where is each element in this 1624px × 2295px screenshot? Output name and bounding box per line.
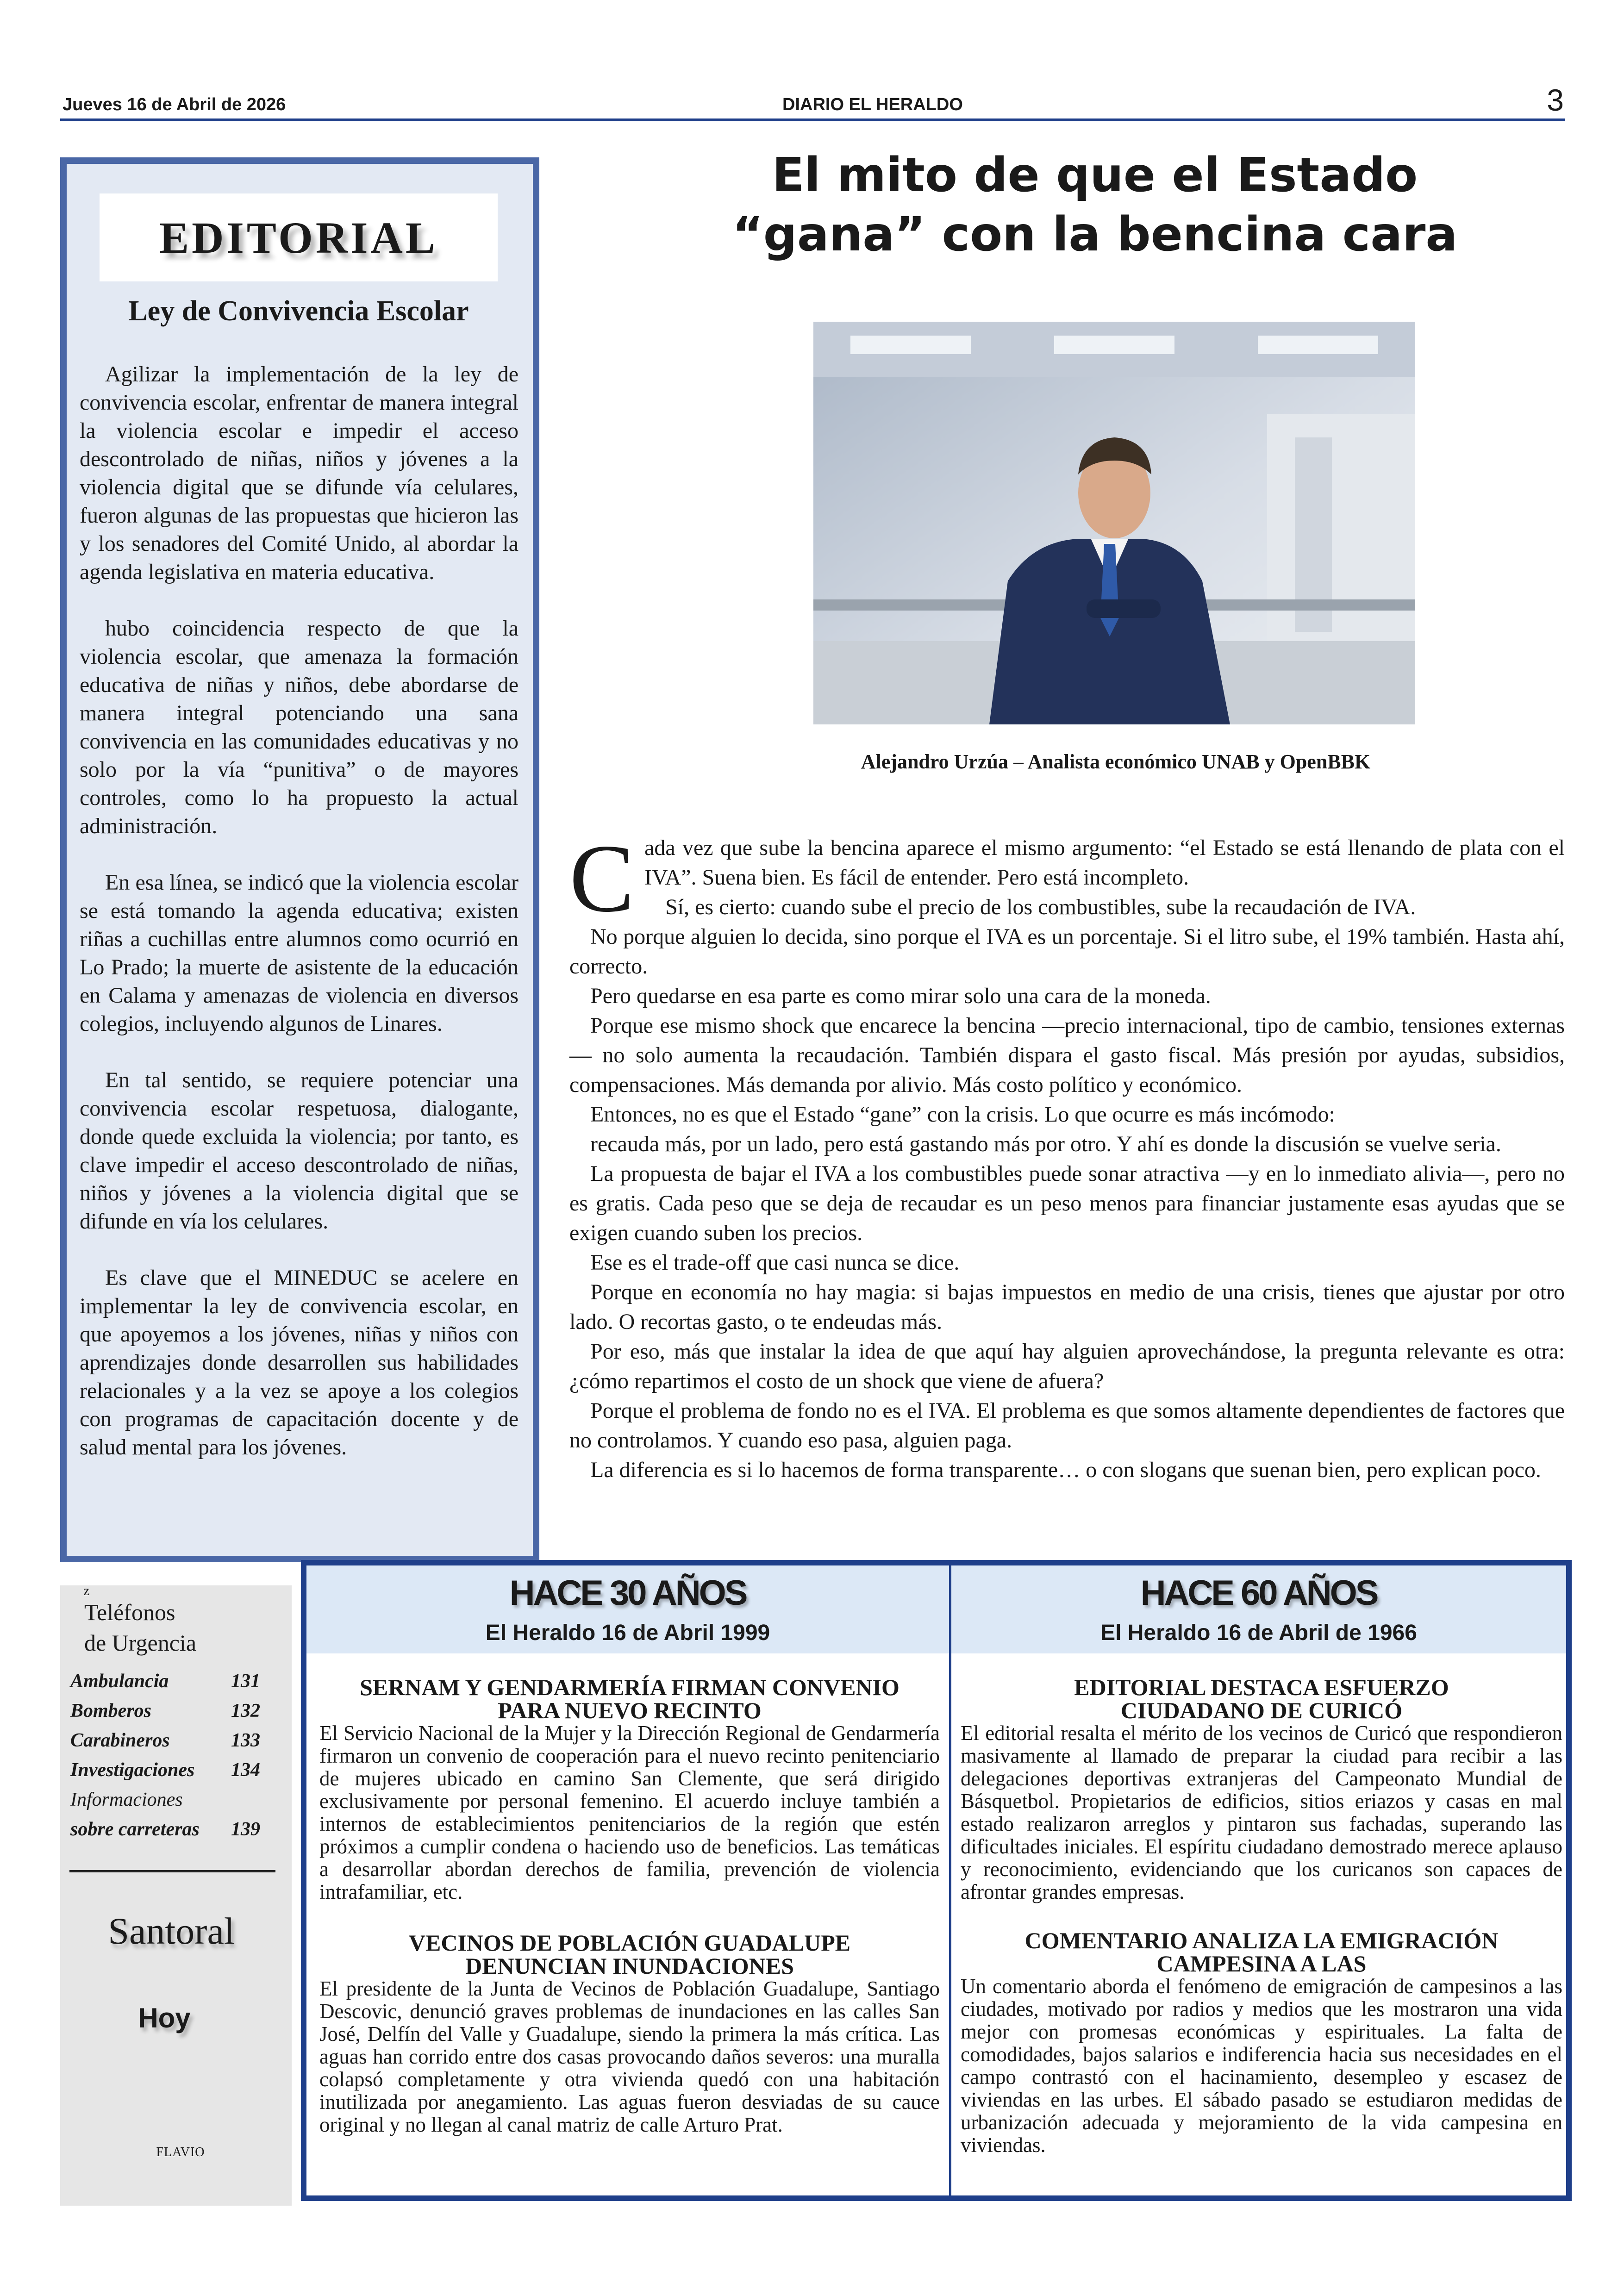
- article-paragraph: La propuesta de bajar el IVA a los combustibles puede sonar atractiva —y en lo inmediato alivia—, pero no es gratis. Cada peso que se deja de recaudar es un peso menos para financiar justamente esas ayudas que se exigen cuando suben los precios.: [569, 1161, 1565, 1245]
- article-paragraph: Ese es el trade-off que casi nunca se dice.: [590, 1250, 960, 1275]
- headline-line: El mito de que el Estado: [772, 148, 1418, 203]
- article-lead-text: ada vez que sube la bencina aparece el mismo argumento: “el Estado se está llenando de plata con el IVA”. Suena bien. Es fácil de entender. Pero está incompleto.: [644, 836, 1565, 890]
- news-body: El editorial resalta el mérito de los vecinos de Curicó que respondieron masivamente al llamado de preparar la ciudad para recibir a las delegaciones deportivas extranjeras del Campeonato Mundial de Básquetbol. Propietarios de edificios, sitios eriazos y casas en mal estado realizaron arreglos y pintaron sus fachadas, superando las dificultades iniciales. El espíritu ciudadano demostrado merece aplauso y reconocimiento, evidenciando que los curicanos son capaces de afrontar grandes empresas.: [961, 1721, 1562, 1903]
- phone-number: 131: [231, 1671, 260, 1692]
- editorial-label: EDITORIAL: [100, 193, 498, 281]
- article-paragraph: recauda más, por un lado, pero está gastando más por otro. Y ahí es donde la discusión se vuelve seria.: [590, 1132, 1501, 1156]
- phone-number: 134: [231, 1759, 260, 1781]
- phones-list: [70, 1666, 260, 1844]
- article-paragraph: Por eso, más que instalar la idea de que aquí hay alguien aprovechándose, la pregunta relevante es otra: ¿cómo repartimos el costo de un shock que viene de afuera?: [569, 1339, 1565, 1393]
- santoral-today: Hoy: [138, 2002, 191, 2033]
- article-paragraph: Porque en economía no hay magia: si bajas impuestos en medio de una crisis, tienes que ajustar por otro lado. O recortas gasto, o te endeudas más.: [569, 1280, 1565, 1334]
- article-paragraph: Sí, es cierto: cuando sube el precio de los combustibles, sube la recaudación de IVA.: [665, 895, 1416, 919]
- phone-row: [70, 1815, 260, 1844]
- phones-title-line: Teléfonos: [84, 1599, 175, 1625]
- editorial-paragraph: hubo coincidencia respecto de que la violencia escolar, que amenaza la formación educativa de niñas y niños, debe abordarse de manera integral potenciando una sana convivencia en las comunidades educativas y no solo por la vía “punitiva” o de mayores controles, como lo ha propuesto la actual administración.: [80, 616, 518, 838]
- news-body: El Servicio Nacional de la Mujer y la Dirección Regional de Gendarmería firmaron un convenio de cooperación para el nuevo recinto penitenciario de mujeres ubicado en camino San Clemente, que será dirigido exclusivamente por personal femenino. El acuerdo incluye también a internos de establecimientos penitenciarios de la región que estén próximos a cumplir condena o haciendo uso de beneficios. Las temáticas a desarrollar abordan derechos de familia, prevención de violencia intrafamiliar, etc.: [319, 1721, 940, 1903]
- article-paragraph: Porque ese mismo shock que encarece la bencina —precio internacional, tipo de cambio, tensiones externas— no solo aumenta la recaudación. También dispara el gasto fiscal. Más presión por ayudas, subsidios, compensaciones. Más demanda por alivio. Más costo político y económico.: [569, 1013, 1565, 1097]
- photo-caption: Alejandro Urzúa – Analista económico UNAB y OpenBBK: [861, 750, 1371, 773]
- phones-title-line: de Urgencia: [84, 1630, 197, 1656]
- phone-row: [70, 1726, 260, 1755]
- phone-name: Investigaciones: [70, 1759, 195, 1781]
- phone-name: Bomberos: [70, 1700, 152, 1721]
- sidebar-mark: z: [83, 1583, 90, 1598]
- phone-row: [70, 1696, 260, 1726]
- news-title: COMENTARIO ANALIZA LA EMIGRACIÓN CAMPESINA A LAS: [1024, 1927, 1499, 1977]
- author-photo-illustration: [813, 322, 1415, 724]
- phone-number: 139: [231, 1819, 260, 1840]
- phone-row: [70, 1755, 260, 1785]
- headline-line: “gana” con la bencina cara: [732, 207, 1458, 262]
- article-paragraph: Pero quedarse en esa parte es como mirar solo una cara de la moneda.: [590, 984, 1211, 1008]
- hace60-heading: HACE 60 AÑOS: [1140, 1573, 1377, 1613]
- news-title: SERNAM Y GENDARMERÍA FIRMAN CONVENIO PARA NUEVO RECINTO: [360, 1674, 899, 1723]
- editorial-paragraph: Agilizar la implementación de la ley de convivencia escolar, enfrentar de manera integral la violencia escolar e impedir el acceso descontrolado de niñas, niños y jóvenes a la violencia digital que se difunde vía celulares, fueron algunas de las propuestas que hicieron las y los senadores del Comité Unido, al abordar la agenda legislativa en materia educativa.: [80, 362, 518, 584]
- history-divider: [949, 1565, 951, 2196]
- article-paragraph: Porque el problema de fondo no es el IVA. El problema es que somos altamente dependientes de factores que no controlamos. Y cuando eso pasa, alguien paga.: [569, 1398, 1565, 1453]
- editorial-paragraph: En tal sentido, se requiere potenciar una convivencia escolar respetuosa, dialogante, donde quede excluida la violencia; por tanto, es clave impedir el acceso descontrolado de niñas, niños y jóvenes a la violencia digital que se difunde en vía los celulares.: [80, 1068, 518, 1234]
- drop-cap: C: [569, 825, 635, 932]
- santoral-title: Santoral: [108, 1910, 235, 1952]
- news-title: EDITORIAL DESTACA ESFUERZO CIUDADANO DE CURICÓ: [1074, 1674, 1449, 1723]
- page-number: 3: [1547, 83, 1564, 117]
- phone-row: [70, 1666, 260, 1696]
- hace30-subheading: El Heraldo 16 de Abril 1999: [485, 1621, 770, 1645]
- info-label: Informaciones: [70, 1789, 183, 1810]
- header-rule: [60, 118, 1565, 121]
- news-body: Un comentario aborda el fenómeno de emigración de campesinos a las ciudades, motivado por radios y medios que les mostraron una vida mejor con promesas económicas y espirituales. La falta de comodidades, bajos salarios e indiferencia hacia sus necesidades en el campo contrastó con el hacinamiento, desempleo y escasez de viviendas en las urbes. El sábado pasado se estudiaron medidas de urbanización adecuada y mejoramiento de la vida campesina en viviendas.: [961, 1975, 1562, 2157]
- saint-name: FLAVIO: [156, 2145, 205, 2159]
- editorial-body: [80, 360, 518, 1490]
- sidebar-divider: [69, 1870, 275, 1872]
- phone-name: sobre carreteras: [70, 1819, 200, 1840]
- newspaper-name: DIARIO EL HERALDO: [782, 95, 963, 114]
- hace30-heading: HACE 30 AÑOS: [509, 1573, 746, 1613]
- phone-number: 133: [231, 1730, 260, 1751]
- news-title: VECINOS DE POBLACIÓN GUADALUPE DENUNCIAN INUNDACIONES: [408, 1930, 851, 1979]
- article-paragraph: No porque alguien lo decida, sino porque el IVA es un porcentaje. Si el litro sube, el 19% también. Hasta ahí, correcto.: [569, 924, 1565, 979]
- author-photo: [813, 322, 1415, 724]
- article-headline: [648, 146, 1542, 264]
- hace60-subheading: El Heraldo 16 de Abril de 1966: [1100, 1621, 1417, 1645]
- editorial-title: Ley de Convivencia Escolar: [128, 295, 469, 327]
- article-paragraph: La diferencia es si lo hacemos de forma transparente… o con slogans que suenan bien, pero explican poco.: [590, 1458, 1541, 1482]
- article-paragraph: Entonces, no es que el Estado “gane” con la crisis. Lo que ocurre es más incómodo:: [590, 1102, 1335, 1127]
- news-body: El presidente de la Junta de Vecinos de Población Guadalupe, Santiago Descovic, denunció graves problemas de inundaciones en las calles San José, Delfín del Valle y Guadalupe, siendo la primera la más crítica. Las aguas han corrido entre dos casas provocando daños severos: una muralla colapsó completamente y otra vivienda quedó con una habitación inutilizada por anegamiento. Las aguas fueron desviadas de su cauce original y no llegan al canal matriz de calle Arturo Prat.: [319, 1977, 940, 2136]
- phone-name: Carabineros: [70, 1730, 170, 1751]
- editorial-paragraph: En esa línea, se indicó que la violencia escolar se está tomando la agenda educativa; existen riñas a cuchillas entre alumnos como ocurrió en Lo Prado; la muerte de asistente de la educación en Calama y amenazas de violencia en diversos colegios, incluyendo algunos de Linares.: [80, 870, 518, 1036]
- hace60-column: [961, 1676, 1562, 2157]
- hace30-column: [319, 1676, 940, 2136]
- phones-title: [84, 1597, 196, 1658]
- phone-number: 132: [231, 1700, 260, 1721]
- article-body: [569, 825, 1565, 1485]
- issue-date: Jueves 16 de Abril de 2026: [62, 95, 286, 114]
- editorial-paragraph: Es clave que el MINEDUC se acelere en implementar la ley de convivencia escolar, en que apoyemos a los jóvenes, niñas y niños con aprendizajes donde desarrollen sus habilidades relacionales y a la vez se apoye a los colegios con programas de capacitación docente y de salud mental para los jóvenes.: [80, 1266, 518, 1459]
- phone-name: Ambulancia: [70, 1671, 169, 1692]
